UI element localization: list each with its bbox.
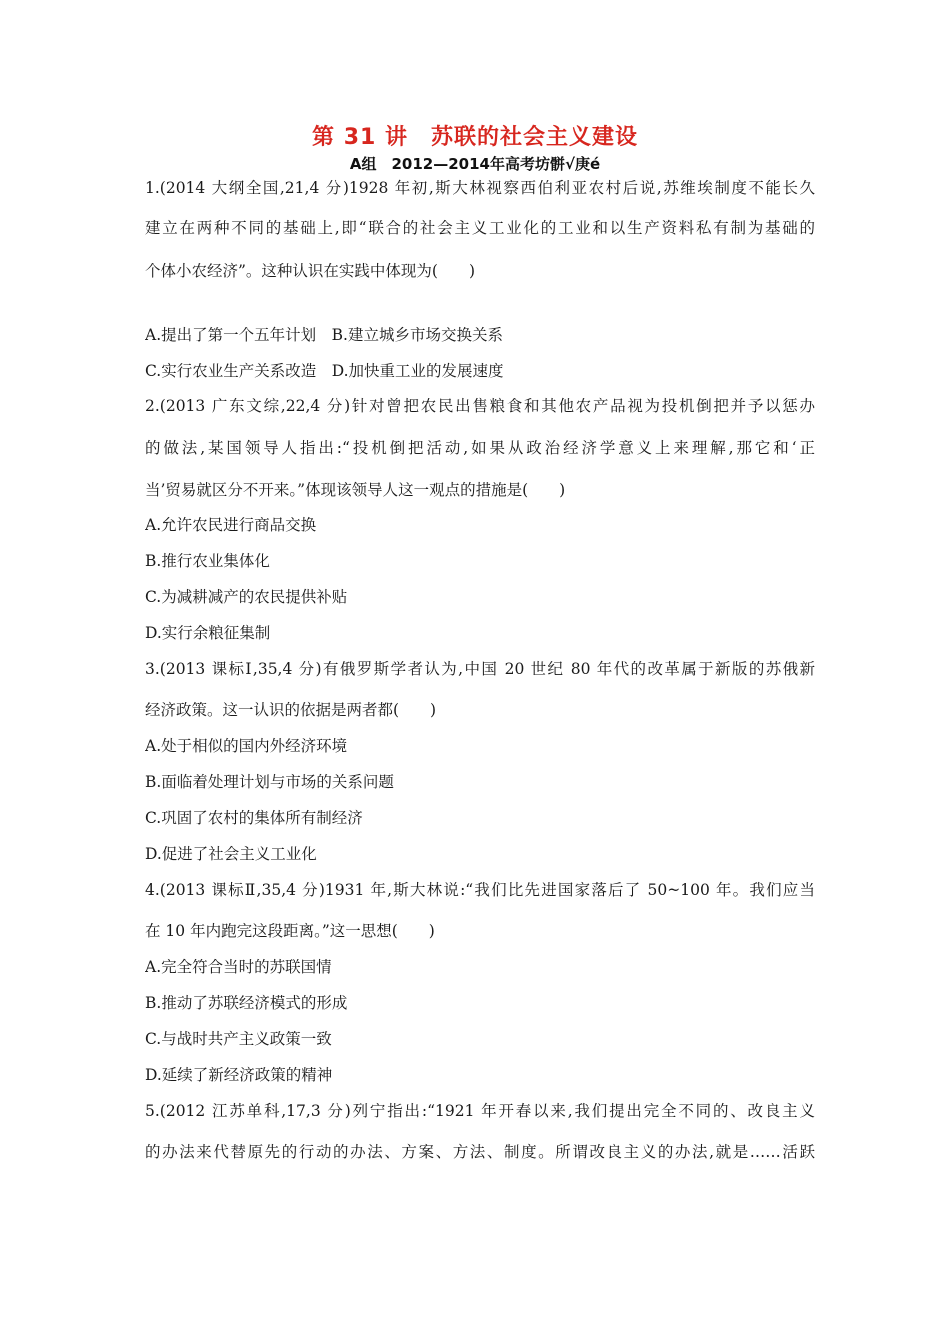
question-1-options-cd: C.实行农业生产关系改造 D.加快重工业的发展速度 [145, 362, 504, 380]
question-4-option-b: B.推动了苏联经济模式的形成 [145, 994, 348, 1012]
question-3-option-a: A.处于相似的国内外经济环境 [145, 737, 348, 755]
question-1-line-1: 1.(2014 大纲全国,21,4 分)1928 年初,斯大林视察西伯利亚农村后说,苏维埃制度不能长久 [145, 179, 815, 197]
question-2-line-1: 2.(2013 广东文综,22,4 分)针对曾把农民出售粮食和其他农产品视为投机倒把并予以惩办 [145, 397, 815, 415]
question-2-line-2: 的做法,某国领导人指出:“投机倒把活动,如果从政治经济学意义上来理解,那它和‘正 [145, 439, 815, 457]
question-4-line-1: 4.(2013 课标Ⅱ,35,4 分)1931 年,斯大林说:“我们比先进国家落后了 50~100 年。我们应当 [145, 881, 815, 899]
question-1-line-2: 建立在两种不同的基础上,即“联合的社会主义工业化的工业和以生产资料私有制为基础的 [145, 219, 815, 237]
question-2-option-d: D.实行余粮征集制 [145, 624, 271, 642]
document-title: 第 31 讲 苏联的社会主义建设 [312, 125, 638, 150]
question-4-option-a: A.完全符合当时的苏联国情 [145, 958, 332, 976]
question-1-options-ab: A.提出了第一个五年计划 B.建立城乡市场交换关系 [145, 326, 503, 344]
question-2-option-b: B.推行农业集体化 [145, 552, 270, 570]
question-4-line-2: 在 10 年内跑完这段距离。”这一思想( ) [145, 922, 435, 940]
question-3-option-d: D.促进了社会主义工业化 [145, 845, 317, 863]
section-subtitle: A组 2012—2014年高考坊骿√庚é [349, 155, 601, 173]
question-5-line-2: 的办法来代替原先的行动的办法、方案、方法、制度。所谓改良主义的办法,就是……活跃 [145, 1143, 815, 1161]
question-5-line-1: 5.(2012 江苏单科,17,3 分)列宁指出:“1921 年开春以来,我们提出完全不同的、改良主义 [145, 1102, 815, 1120]
question-3-option-c: C.巩固了农村的集体所有制经济 [145, 809, 363, 827]
question-2-option-c: C.为减耕减产的农民提供补贴 [145, 588, 348, 606]
question-3-line-2: 经济政策。这一认识的依据是两者都( ) [145, 701, 437, 719]
question-2-line-3: 当’贸易就区分不开来。”体现该领导人这一观点的措施是( ) [145, 481, 566, 499]
question-3-option-b: B.面临着处理计划与市场的关系问题 [145, 773, 394, 791]
question-4-option-d: D.延续了新经济政策的精神 [145, 1066, 333, 1084]
question-3-line-1: 3.(2013 课标Ⅰ,35,4 分)有俄罗斯学者认为,中国 20 世纪 80 年代的改革属于新版的苏俄新 [145, 660, 815, 678]
question-4-option-c: C.与战时共产主义政策一致 [145, 1030, 332, 1048]
question-1-line-3: 个体小农经济”。这种认识在实践中体现为( ) [145, 262, 476, 280]
question-2-option-a: A.允许农民进行商品交换 [145, 516, 317, 534]
